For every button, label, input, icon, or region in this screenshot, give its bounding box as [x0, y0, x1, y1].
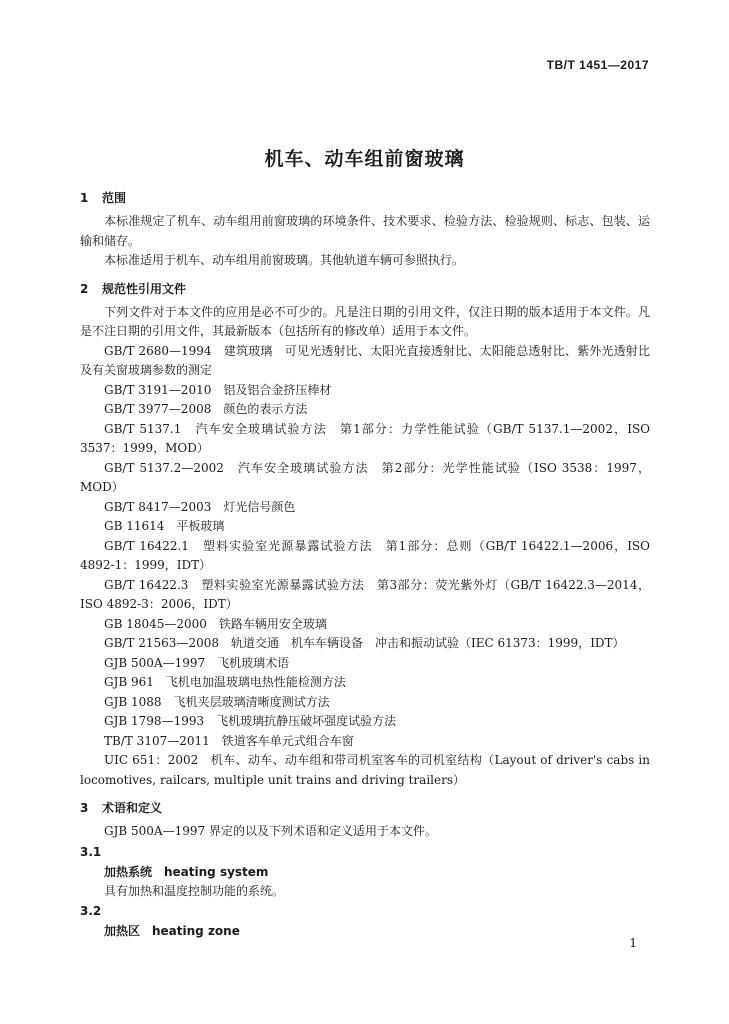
section-heading-normative-references: [80, 279, 650, 299]
reference-item: GJB 500A—1997 飞机玻璃术语: [104, 655, 290, 670]
term-number: 3.1: [80, 844, 102, 859]
reference-item: GB/T 3977—2008 颜色的表示方法: [104, 402, 308, 416]
section-number: 1: [80, 191, 89, 205]
section-title: 范围: [102, 191, 127, 205]
section-title: 规范性引用文件: [102, 281, 187, 296]
section-heading-scope: [80, 188, 650, 208]
reference-item: GB/T 8417—2003 灯光信号颜色: [104, 499, 296, 514]
reference-item: GJB 961 飞机电加温玻璃电热性能检测方法: [104, 675, 346, 689]
term-definition: 具有加热和温度控制功能的系统。: [104, 883, 285, 898]
reference-item: GJB 1798—1993 飞机玻璃抗静压破坏强度试验方法: [104, 714, 397, 728]
reference-item: GJB 1088 飞机夹层玻璃清晰度测试方法: [104, 694, 330, 709]
paragraph: 下列文件对于本文件的应用是必不可少的。凡是注日期的引用文件，仅注日期的版本适用于本文件。凡是不注日期的引用文件，其最新版本（包括所有的修改单）适用于本文件。: [80, 304, 650, 338]
page-number: 1: [629, 936, 637, 950]
reference-item: TB/T 3107—2011 铁道客车单元式组合车窗: [104, 733, 354, 748]
paragraph: 本标准规定了机车、动车组用前窗玻璃的环境条件、技术要求、检验方法、检验规则、标志、包装、运输和储存。: [80, 214, 650, 248]
reference-item: GB/T 2680—1994 建筑玻璃 可见光透射比、太阳光直接透射比、太阳能总透射比、紫外光透射比及有关窗玻璃参数的测定: [80, 343, 650, 377]
term-number: 3.2: [80, 904, 102, 918]
reference-item: GB/T 21563—2008 轨道交通 机车车辆设备 冲击和振动试验（IEC 61373：1999，IDT）: [104, 636, 625, 650]
standard-code: TB/T 1451—2017: [546, 58, 649, 72]
reference-item: GB/T 5137.1 汽车安全玻璃试验方法 第1部分：力学性能试验（GB/T 5137.1—2002，ISO 3537：1999，MOD）: [80, 421, 650, 455]
term-name: 加热系统 heating system: [104, 864, 269, 879]
paragraph: 本标准适用于机车、动车组用前窗玻璃。其他轨道车辆可参照执行。: [104, 253, 465, 267]
reference-item: UIC 651：2002 机车、动车、动车组和带司机室客车的司机室结构（Layout of driver's cabs in locomotives, railcars, multiple unit trains and driving trailers）: [80, 753, 650, 787]
reference-item: GB/T 3191—2010 铝及铝合金挤压棒材: [104, 382, 332, 397]
reference-item: GB 18045—2000 铁路车辆用安全玻璃: [104, 616, 327, 631]
section-number: 3: [80, 801, 89, 815]
reference-item: GB/T 16422.1 塑料实验室光源暴露试验方法 第1部分：总则（GB/T 16422.1—2006，ISO 4892-1：1999，IDT）: [80, 538, 650, 572]
reference-item: GB/T 16422.3 塑料实验室光源暴露试验方法 第3部分：荧光紫外灯（GB/T 16422.3—2014，ISO 4892-3：2006，IDT）: [80, 577, 650, 611]
reference-list: [80, 342, 650, 791]
reference-item: GB/T 5137.2—2002 汽车安全玻璃试验方法 第2部分：光学性能试验（ISO 3538：1997，MOD）: [80, 460, 650, 494]
reference-item: GB 11614 平板玻璃: [104, 519, 225, 533]
page-title: 机车、动车组前窗玻璃: [264, 148, 465, 170]
term-name: 加热区 heating zone: [104, 924, 240, 938]
section-heading-terms-definitions: [80, 798, 650, 818]
paragraph: GJB 500A—1997 界定的以及下列术语和定义适用于本文件。: [104, 824, 437, 838]
section-title: 术语和定义: [102, 801, 163, 815]
document-body: [80, 188, 650, 941]
section-number: 2: [80, 281, 89, 296]
